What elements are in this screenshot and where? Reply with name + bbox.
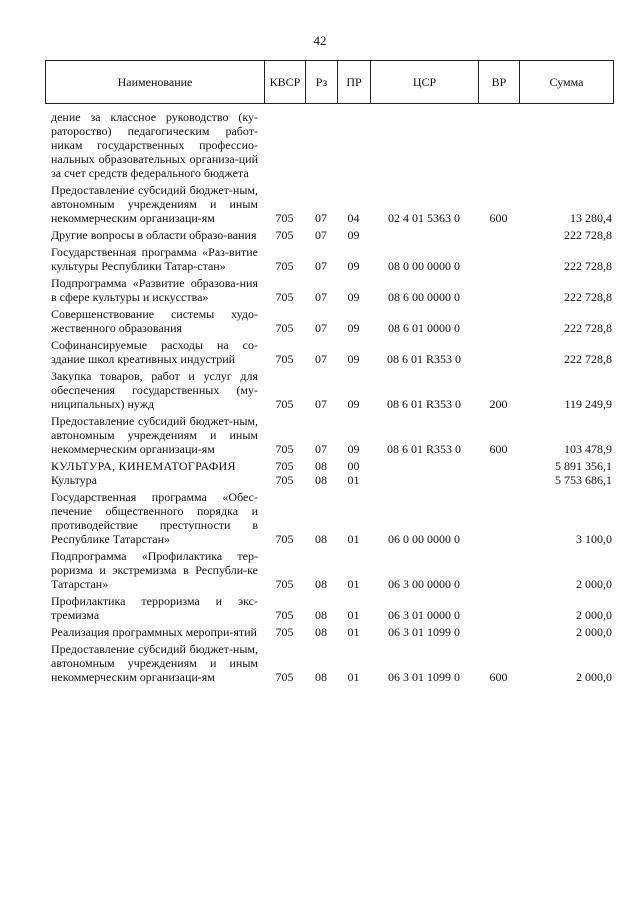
table-row [45,490,614,546]
row-rz: 08 [315,608,327,622]
row-rz: 07 [315,442,327,456]
table-row [45,307,614,335]
row-name: КУЛЬТУРА, КИНЕМАТОГРАФИЯ [51,459,236,473]
row-rz: 08 [315,473,327,487]
row-csr: 08 6 01 R353 0 [386,442,461,456]
row-pr: 09 [347,290,360,304]
row-sum: 2 000,0 [576,608,612,622]
row-rz: 07 [315,228,327,242]
row-rz: 07 [315,259,327,273]
row-name: дение за классное руководство (ку-ратороство) педагогическим работ-никам государственных профессио-нальных образовательных организа-ций за счет средств федерального бюджета [51,110,258,180]
row-name: Другие вопросы в области образо-вания [51,228,257,242]
header-rz: Рз [306,61,338,103]
row-kvsr: 705 [275,532,294,546]
table-row [45,276,614,304]
row-sum: 222 728,8 [564,228,612,242]
row-sum: 103 478,9 [564,442,612,456]
header-pr: ПР [338,61,371,103]
row-sum: 3 100,0 [576,532,612,546]
row-kvsr: 705 [275,211,294,225]
row-pr: 01 [347,577,360,591]
row-pr: 04 [347,211,360,225]
row-kvsr: 705 [275,290,294,304]
row-kvsr: 705 [275,352,294,366]
row-kvsr: 705 [275,321,294,335]
row-name: Реализация программных меропри-ятий [51,625,257,639]
row-pr: 01 [347,625,360,639]
row-sum: 119 249,9 [564,397,612,411]
table-body [45,110,614,687]
row-rz: 07 [315,211,327,225]
row-rz: 08 [315,625,327,639]
row-csr: 06 3 00 0000 0 [388,577,460,591]
row-kvsr: 705 [275,473,294,487]
row-rz: 08 [315,532,327,546]
row-name: Государственная программа «Раз-витие культуры Республики Татар-стан» [51,245,258,273]
row-sum: 222 728,8 [564,290,612,304]
table-row [45,369,614,411]
row-pr: 01 [347,473,360,487]
row-csr: 06 3 01 1099 0 [388,625,460,639]
row-sum: 5 753 686,1 [555,473,612,487]
row-name: Государственная программа «Обес-печение общественного порядка и противодействие преступности в Республике Татарстан» [51,490,258,546]
row-pr: 09 [347,228,360,242]
row-pr: 01 [347,532,360,546]
row-pr: 00 [347,459,360,473]
row-name: Предоставление субсидий бюджет-ным, автономным учреждениям и иным некоммерческим организаци-ям [51,414,258,456]
table-row [45,245,614,273]
row-sum: 2 000,0 [576,577,612,591]
table-row [45,473,614,487]
table-row [45,625,614,639]
row-name: Предоставление субсидий бюджет-ным, автономным учреждениям и иным некоммерческим организаци-ям [51,183,258,225]
row-name: Подпрограмма «Профилактика тер-роризма и экстремизма в Республи-ке Татарстан» [51,549,258,591]
row-kvsr: 705 [275,397,294,411]
row-csr: 08 6 01 R353 0 [386,352,461,366]
row-pr: 09 [347,442,360,456]
row-name: Подпрограмма «Развитие образова-ния в сфере культуры и искусства» [51,276,258,304]
row-kvsr: 705 [275,259,294,273]
row-kvsr: 705 [275,442,294,456]
row-vr: 600 [489,442,508,456]
header-kvsr: КВСР [265,61,306,103]
row-pr: 09 [347,321,360,335]
row-pr: 01 [347,670,360,684]
header-sum: Сумма [549,74,584,89]
row-sum: 13 280,4 [570,211,612,225]
row-pr: 09 [347,397,360,411]
row-csr: 08 6 01 0000 0 [388,321,460,335]
page-number: 42 [313,33,327,48]
table-row [45,414,614,456]
table-row [45,110,614,180]
row-pr: 09 [347,259,360,273]
row-kvsr: 705 [275,608,294,622]
row-name: Закупка товаров, работ и услуг для обеспечения государственных (му-ниципальных) нужд [51,369,258,411]
row-rz: 08 [315,459,327,473]
row-rz: 07 [315,290,327,304]
row-csr: 06 3 01 0000 0 [388,608,460,622]
row-pr: 01 [347,608,360,622]
row-sum: 2 000,0 [576,670,612,684]
header-vr: ВР [479,61,520,103]
row-sum: 222 728,8 [564,352,612,366]
row-vr: 600 [489,670,508,684]
row-sum: 5 891 356,1 [555,459,612,473]
table-row [45,183,614,225]
header-name: Наименование [46,61,265,103]
header-csr: ЦСР [371,61,479,103]
row-kvsr: 705 [275,670,294,684]
table-header [45,60,614,104]
row-name: Софинансируемые расходы на со-здание школ креативных индустрий [51,338,258,366]
row-csr: 06 0 00 0000 0 [388,532,460,546]
table-row [45,549,614,591]
row-kvsr: 705 [275,228,294,242]
table-row [45,594,614,622]
row-rz: 07 [315,352,327,366]
row-csr: 06 3 01 1099 0 [388,670,460,684]
row-rz: 08 [315,577,327,591]
row-csr: 08 0 00 0000 0 [388,259,460,273]
row-csr: 08 6 00 0000 0 [388,290,460,304]
row-csr: 08 6 01 R353 0 [386,397,461,411]
row-kvsr: 705 [275,625,294,639]
row-vr: 200 [489,397,508,411]
row-kvsr: 705 [275,459,294,473]
row-name: Предоставление субсидий бюджет-ным, автономным учреждениям и иным некоммерческим организаци-ям [51,642,258,684]
table-row [45,228,614,242]
row-name: Совершенствование системы худо-жественного образования [51,307,258,335]
row-rz: 08 [315,670,327,684]
table-row [45,338,614,366]
row-sum: 222 728,8 [564,321,612,335]
row-name: Культура [51,473,97,487]
table-row [45,459,614,473]
row-vr: 600 [489,211,508,225]
row-sum: 222 728,8 [564,259,612,273]
row-name: Профилактика терроризма и экс-тремизма [51,594,258,622]
row-csr: 02 4 01 5363 0 [388,211,460,225]
row-sum: 2 000,0 [576,625,612,639]
row-rz: 07 [315,321,327,335]
row-rz: 07 [315,397,327,411]
row-kvsr: 705 [275,577,294,591]
row-pr: 09 [347,352,360,366]
table-row [45,642,614,684]
